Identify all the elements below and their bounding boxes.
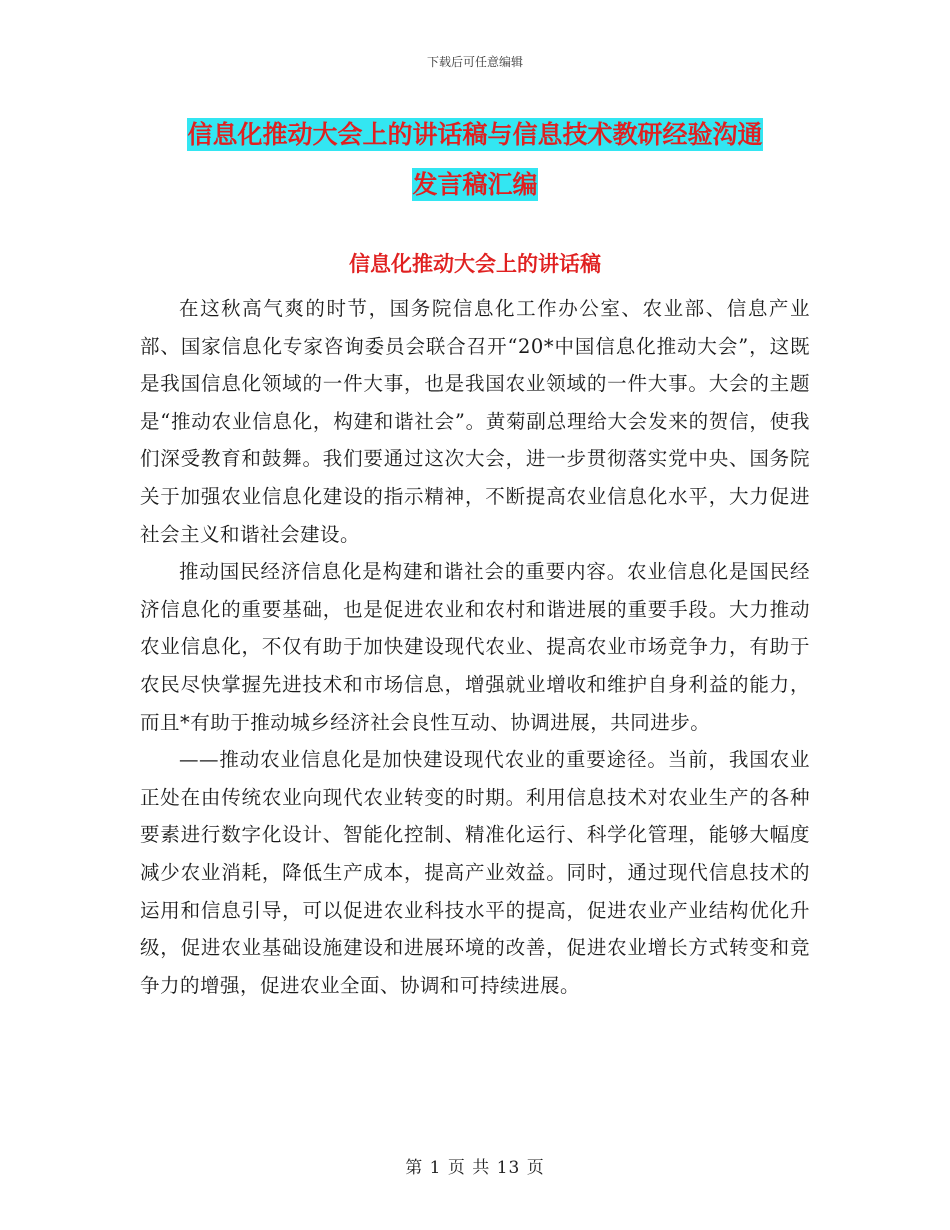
- section-title: 信息化推动大会上的讲话稿: [349, 252, 601, 276]
- page-number: 第 1 页 共 13 页: [405, 1158, 545, 1178]
- document-title-line-1: 信息化推动大会上的讲话稿与信息技术教研经验沟通: [187, 120, 763, 149]
- header-note: 下载后可任意编辑: [426, 55, 523, 69]
- paragraph-3: ——推动农业信息化是加快建设现代农业的重要途径。当前，我国农业正处在由传统农业向现代农业转变的时期。利用信息技术对农业生产的各种要素进行数字化设计、智能化控制、精准化运行、科学化管理，能够大幅度减少农业消耗，降低生产成本，提高产业效益。同时，通过现代信息技术的运用和信息引导，可以促进农业科技水平的提高，促进农业产业结构优化升级，促进农业基础设施建设和进展环境的改善，促进农业增长方式转变和竞争力的增强，促进农业全面、协调和可持续进展。: [140, 748, 810, 997]
- body-text: [140, 290, 810, 1004]
- paragraph-1: 在这秋高气爽的时节，国务院信息化工作办公室、农业部、信息产业部、国家信息化专家咨询委员会联合召开“20*中国信息化推动大会”，这既是我国信息化领域的一件大事，也是我国农业领域的一件大事。大会的主题是“推动农业信息化，构建和谐社会”。黄菊副总理给大会发来的贺信，使我们深受教育和鼓舞。我们要通过这次大会，进一步贯彻落实党中央、国务院关于加强农业信息化建设的指示精神，不断提高农业信息化水平，大力促进社会主义和谐社会建设。: [140, 297, 810, 546]
- document-title-line-2: 发言稿汇编: [412, 170, 538, 199]
- document-title: [140, 110, 810, 210]
- paragraph-2: 推动国民经济信息化是构建和谐社会的重要内容。农业信息化是国民经济信息化的重要基础，也是促进农业和农村和谐进展的重要手段。大力推动农业信息化，不仅有助于加快建设现代农业、提高农业市场竞争力，有助于农民尽快掌握先进技术和市场信息，增强就业增收和维护自身利益的能力，而且*有助于推动城乡经济社会良性互动、协调进展，共同进步。: [140, 560, 810, 734]
